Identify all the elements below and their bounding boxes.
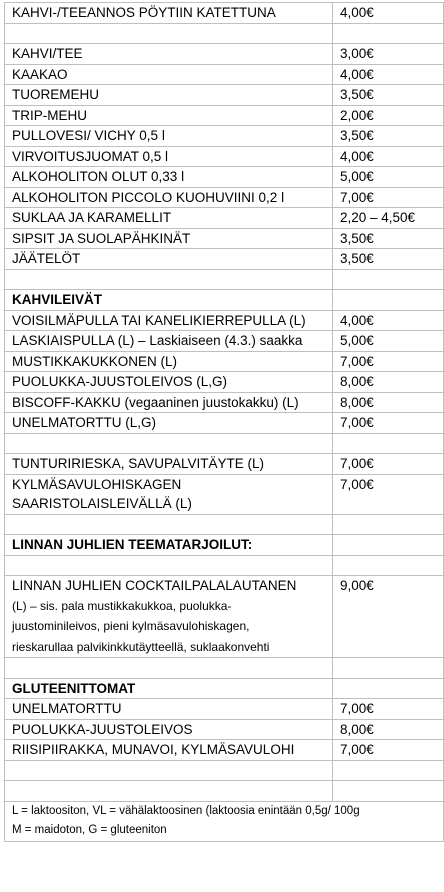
menu-item-row	[5, 208, 444, 229]
blank-cell	[333, 269, 444, 290]
item-name: UNELMATORTTU (L,G)	[5, 413, 333, 434]
menu-item-row	[5, 454, 444, 475]
footer-row	[5, 801, 444, 841]
item-name: BISCOFF-KAKKU (vegaaninen juustokakku) (L)	[5, 392, 333, 413]
blank-cell	[333, 555, 444, 576]
blank-cell	[333, 23, 444, 44]
item-name: LASKIAISPULLA (L) – Laskiaiseen (4.3.) saakka	[5, 331, 333, 352]
blank-cell	[5, 514, 333, 535]
blank-cell	[5, 433, 333, 454]
price-cell: 4,00€	[333, 146, 444, 167]
price-cell: 7,00€	[333, 454, 444, 475]
price-cell: 2,20 – 4,50€	[333, 208, 444, 229]
item-name: UNELMATORTTU	[5, 699, 333, 720]
item-name: PUOLUKKA-JUUSTOLEIVOS (L,G)	[5, 372, 333, 393]
item-name: TUNTURIRIESKA, SAVUPALVITÄYTE (L)	[5, 454, 333, 475]
blank-row	[5, 555, 444, 576]
price-cell	[333, 678, 444, 699]
item-name: VOISILMÄPULLA TAI KANELIKIERREPULLA (L)	[5, 310, 333, 331]
blank-cell	[333, 760, 444, 781]
item-name: VIRVOITUSJUOMAT 0,5 l	[5, 146, 333, 167]
item-name: TUOREMEHU	[5, 85, 333, 106]
menu-item-row	[5, 146, 444, 167]
menu-item-row	[5, 249, 444, 270]
menu-body	[5, 3, 444, 802]
price-cell: 3,50€	[333, 126, 444, 147]
menu-item-row	[5, 85, 444, 106]
menu-item-row	[5, 64, 444, 85]
blank-row	[5, 23, 444, 44]
price-cell: 8,00€	[333, 719, 444, 740]
section-heading: KAHVILEIVÄT	[5, 290, 333, 311]
blank-cell	[333, 658, 444, 679]
blank-row	[5, 760, 444, 781]
price-cell: 5,00€	[333, 167, 444, 188]
item-name: KAHVI-/TEEANNOS PÖYTIIN KATETTUNA	[5, 3, 333, 24]
item-description-line: rieskarullaa palvikinkkutäytteellä, suklaakonvehti	[12, 639, 270, 654]
blank-cell	[5, 760, 333, 781]
price-cell: 7,00€	[333, 413, 444, 434]
menu-table	[4, 2, 444, 842]
menu-item-row	[5, 331, 444, 352]
item-name: JÄÄTELÖT	[5, 249, 333, 270]
item-description-line: (L) – sis. pala mustikkakukkoa, puolukka-	[12, 598, 232, 613]
item-name: ALKOHOLITON PICCOLO KUOHUVIINI 0,2 l	[5, 187, 333, 208]
item-description-line: juustominileivos, pieni kylmäsavulohiskagen,	[12, 619, 250, 633]
menu-item-row	[5, 187, 444, 208]
price-cell: 8,00€	[333, 372, 444, 393]
item-name: TRIP-MEHU	[5, 105, 333, 126]
menu-item-row	[5, 699, 444, 720]
price-cell	[333, 535, 444, 556]
item-title: LINNAN JUHLIEN COCKTAILPALALAUTANEN	[12, 578, 297, 593]
menu-item-row	[5, 413, 444, 434]
blank-row	[5, 658, 444, 679]
blank-cell	[5, 269, 333, 290]
price-cell	[333, 290, 444, 311]
item-name: KYLMÄSAVULOHISKAGEN SAARISTOLAISLEIVÄLLÄ (L)	[5, 474, 333, 514]
section-heading: GLUTEENITTOMAT	[5, 678, 333, 699]
blank-cell	[5, 555, 333, 576]
price-cell: 5,00€	[333, 331, 444, 352]
item-name: PUOLUKKA-JUUSTOLEIVOS	[5, 719, 333, 740]
price-cell: 8,00€	[333, 392, 444, 413]
price-cell: 9,00€	[333, 576, 444, 658]
menu-item-row	[5, 392, 444, 413]
price-cell: 7,00€	[333, 740, 444, 761]
price-cell: 4,00€	[333, 3, 444, 24]
price-cell: 4,00€	[333, 310, 444, 331]
price-cell: 7,00€	[333, 351, 444, 372]
section-heading-row	[5, 678, 444, 699]
blank-cell	[333, 514, 444, 535]
blank-cell	[5, 781, 333, 802]
price-cell: 3,00€	[333, 44, 444, 65]
menu-item-row	[5, 310, 444, 331]
price-cell: 7,00€	[333, 699, 444, 720]
menu-item-row	[5, 228, 444, 249]
menu-item-row	[5, 351, 444, 372]
blank-row	[5, 781, 444, 802]
menu-item-row	[5, 167, 444, 188]
price-cell: 4,00€	[333, 64, 444, 85]
blank-cell	[333, 433, 444, 454]
menu-item-row	[5, 576, 444, 658]
item-name: SUKLAA JA KARAMELLIT	[5, 208, 333, 229]
section-heading: LINNAN JUHLIEN TEEMATARJOILUT:	[5, 535, 333, 556]
legend-note	[5, 801, 444, 841]
item-name: SIPSIT JA SUOLAPÄHKINÄT	[5, 228, 333, 249]
blank-cell	[5, 658, 333, 679]
menu-item-row	[5, 719, 444, 740]
item-name	[5, 576, 333, 658]
item-name: KAHVI/TEE	[5, 44, 333, 65]
item-name: PULLOVESI/ VICHY 0,5 l	[5, 126, 333, 147]
section-heading-row	[5, 290, 444, 311]
item-name: RIISIPIIRAKKA, MUNAVOI, KYLMÄSAVULOHI	[5, 740, 333, 761]
item-name: ALKOHOLITON OLUT 0,33 l	[5, 167, 333, 188]
legend-line-1: L = laktoositon, VL = vähälaktoosinen (laktoosia enintään 0,5g/ 100g	[12, 804, 360, 817]
blank-row	[5, 269, 444, 290]
price-cell: 2,00€	[333, 105, 444, 126]
section-heading-row	[5, 535, 444, 556]
price-cell: 3,50€	[333, 228, 444, 249]
menu-item-row	[5, 372, 444, 393]
price-cell: 3,50€	[333, 85, 444, 106]
price-cell: 3,50€	[333, 249, 444, 270]
menu-item-row	[5, 3, 444, 24]
menu-item-row	[5, 105, 444, 126]
item-name: KAAKAO	[5, 64, 333, 85]
price-cell: 7,00€	[333, 474, 444, 514]
menu-item-row	[5, 44, 444, 65]
blank-cell	[333, 781, 444, 802]
legend-line-2: M = maidoton, G = gluteeniton	[12, 824, 167, 836]
menu-item-row	[5, 126, 444, 147]
blank-cell	[5, 23, 333, 44]
item-name: MUSTIKKAKUKKONEN (L)	[5, 351, 333, 372]
menu-item-row	[5, 740, 444, 761]
blank-row	[5, 514, 444, 535]
price-cell: 7,00€	[333, 187, 444, 208]
menu-item-row	[5, 474, 444, 514]
blank-row	[5, 433, 444, 454]
